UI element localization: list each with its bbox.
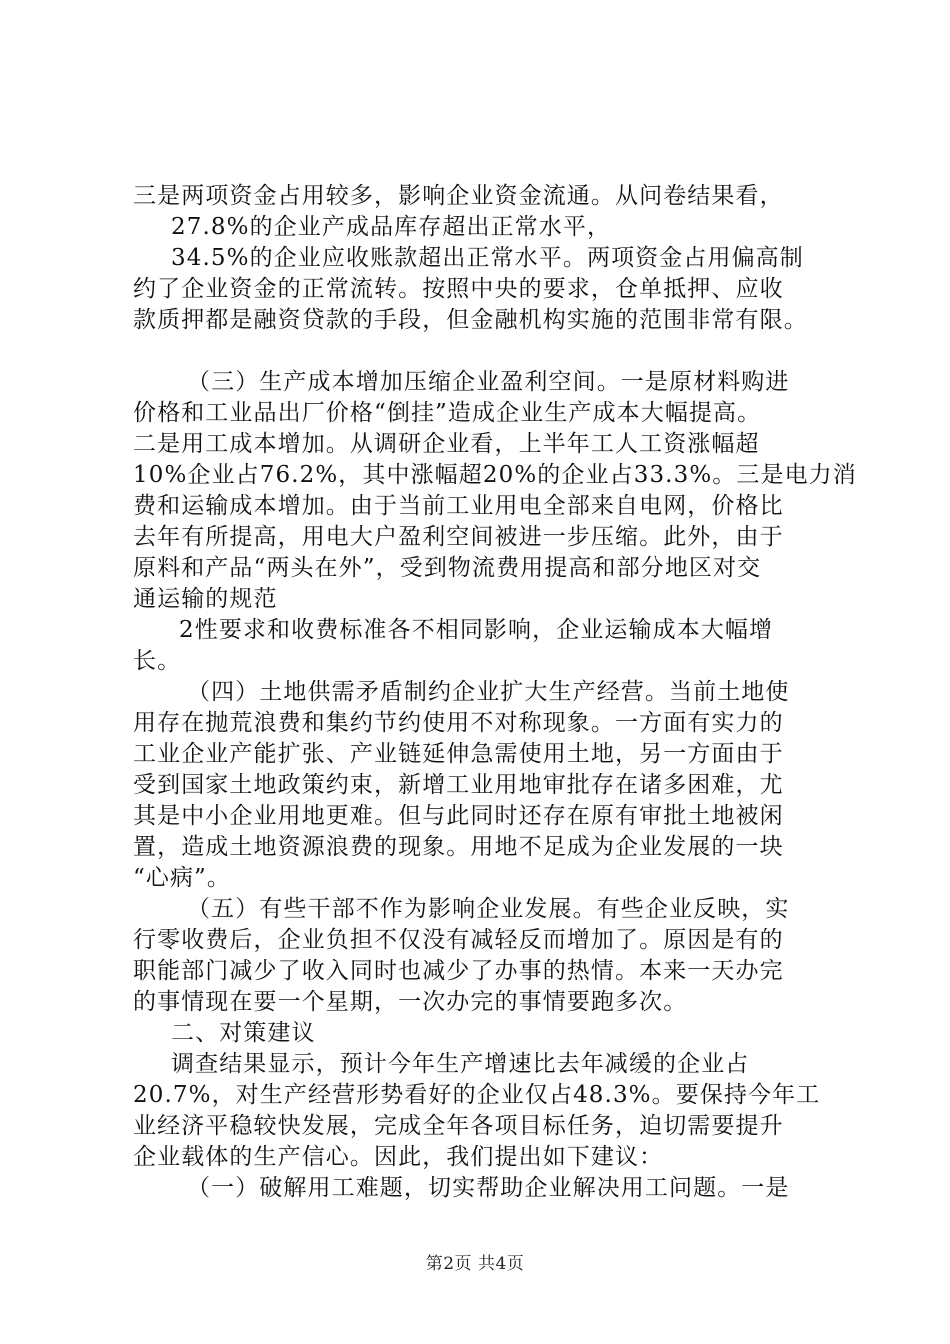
section-heading: 二、对策建议 (171, 1020, 316, 1046)
text-line: 34.5%的企业应收账款超出正常水平。两项资金占用偏高制 (171, 245, 804, 271)
text-line: 用存在抛荒浪费和集约节约使用不对称现象。一方面有实力的 (133, 710, 784, 736)
text-line: （一）破解用工难题，切实帮助企业解决用工问题。一是 (187, 1175, 790, 1201)
text-line: 行零收费后，企业负担不仅没有减轻反而增加了。原因是有的 (133, 927, 784, 953)
text-line: 款质押都是融资贷款的手段，但金融机构实施的范围非常有限。 (133, 307, 808, 333)
text-line: 10%企业占76.2%，其中涨幅超20%的企业占33.3%。三是电力消 (133, 462, 857, 488)
text-line: 工业企业产能扩张、产业链延伸急需使用土地，另一方面由于 (133, 741, 784, 767)
text-line: 企业载体的生产信心。因此，我们提出如下建议： (133, 1144, 664, 1170)
text-line: 的事情现在要一个星期，一次办完的事情要跑多次。 (133, 989, 688, 1015)
text-line: 20.7%，对生产经营形势看好的企业仅占48.3%。要保持今年工 (133, 1082, 821, 1108)
page-number-footer: 第2页 共4页 (425, 1254, 525, 1274)
text-line: “心病”。 (133, 865, 232, 891)
text-line: 27.8%的企业产成品库存超出正常水平， (171, 214, 612, 240)
text-line: （三）生产成本增加压缩企业盈利空间。一是原材料购进 (187, 369, 790, 395)
text-line: 原料和产品“两头在外”，受到物流费用提高和部分地区对交 (133, 555, 762, 581)
text-line: 约了企业资金的正常流转。按照中央的要求，仓单抵押、应收 (133, 276, 784, 302)
text-line: 置，造成土地资源浪费的现象。用地不足成为企业发展的一块 (133, 834, 784, 860)
paragraph-gap (133, 336, 823, 367)
text-line: 受到国家土地政策约束，新增工业用地审批存在诸多困难，尤 (133, 772, 784, 798)
text-line: （四）土地供需矛盾制约企业扩大生产经营。当前土地使 (187, 679, 790, 705)
text-line: 去年有所提高，用电大户盈利空间被进一步压缩。此外，由于 (133, 524, 784, 550)
text-line: 长。 (133, 648, 182, 674)
text-line: 二是用工成本增加。从调研企业看，上半年工人工资涨幅超 (133, 431, 760, 457)
text-line: 调查结果显示，预计今年生产增速比去年减缓的企业占 (171, 1051, 750, 1077)
text-line: 其是中小企业用地更难。但与此同时还存在原有审批土地被闲 (133, 803, 784, 829)
document-body (133, 181, 857, 1204)
text-line: 价格和工业品出厂价格“倒挂”造成企业生产成本大幅提高。 (133, 400, 762, 426)
text-line: 2性要求和收费标准各不相同影响，企业运输成本大幅增 (179, 617, 774, 643)
text-line: （五）有些干部不作为影响企业发展。有些企业反映，实 (187, 896, 790, 922)
text-line: 业经济平稳较快发展，完成全年各项目标任务，迫切需要提升 (133, 1113, 784, 1139)
text-line: 三是两项资金占用较多，影响企业资金流通。从问卷结果看， (133, 183, 784, 209)
text-line: 通运输的规范 (133, 586, 278, 612)
text-line: 费和运输成本增加。由于当前工业用电全部来自电网，价格比 (133, 493, 784, 519)
text-line: 职能部门减少了收入同时也减少了办事的热情。本来一天办完 (133, 958, 784, 984)
